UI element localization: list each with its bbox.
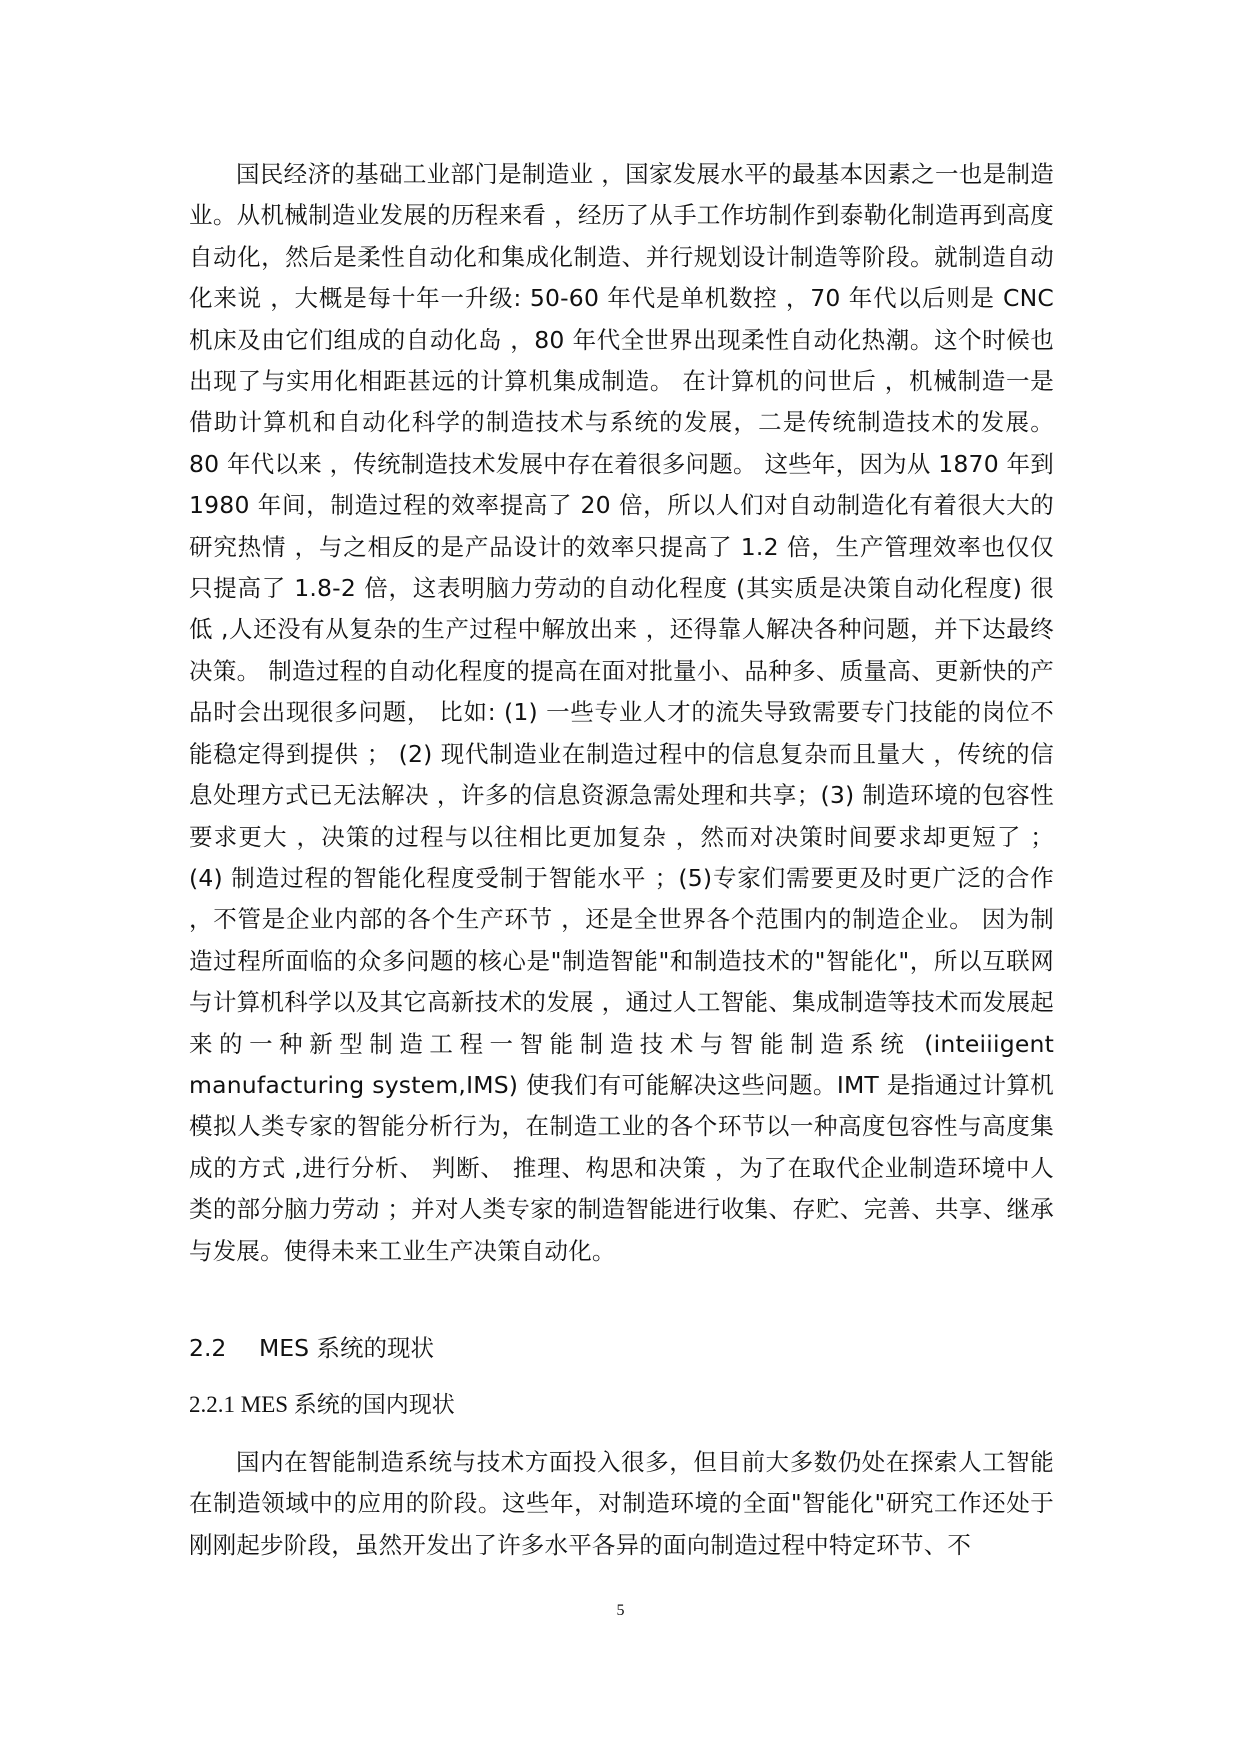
body-paragraph-domestic-status: 国内在智能制造系统与技术方面投入很多，但目前大多数仍处在探索人工智能在制造领域中的应用的阶段。这些年，对制造环境的全面"智能化"研究工作还处于刚刚起步阶段，虽然开发出了许多水平各异的面向制造过程中特定环节、不 xyxy=(189,1448,1054,1559)
section-heading-2-2 xyxy=(189,1333,434,1363)
subsection-heading-2-2-1: 2.2.1 MES 系统的国内现状 xyxy=(189,1392,455,1417)
page-number: 5 xyxy=(616,1602,625,1619)
section-number: 2.2 xyxy=(189,1334,227,1362)
body-paragraph-manufacturing-intro: 国民经济的基础工业部门是制造业 ，国家发展水平的最基本因素之一也是制造业。从机械制造业发展的历程来看 ，经历了从手工作坊制作到泰勒化制造再到高度自动化，然后是柔性自动化和集成化制造、并行规划设计制造等阶段。就制造自动化来说 ，大概是每十年一升级: 50-60 年代是单机数控 ，70 年代以后则是 CNC 机床及由它们组成的自动化岛 ，80 年代全世界出现柔性自动化热潮。这个时候也出现了与实用化相距甚远的计算机集成制造。 在计算机的问世后 ，机械制造一是借助计算机和自动化科学的制造技术与系统的发展，二是传统制造技术的发展。 80 年代以来 ，传统制造技术发展中存在着很多问题。 这些年，因为从 1870 年到 1980 年间，制造过程的效率提高了 20 倍，所以人们对自动制造化有着很大大的研究热情 ，与之相反的是产品设计的效率只提高了 1.2 倍，生产管理效率也仅仅只提高了 1.8-2 倍，这表明脑力劳动的自动化程度 (其实质是决策自动化程度) 很低 ,人还没有从复杂的生产过程中解放出来 ，还得靠人解决各种问题，并下达最终决策。 制造过程的自动化程度的提高在面对批量小、品种多、质量高、更新快的产品时会出现很多问题， 比如: (1) 一些专业人才的流失导致需要专门技能的岗位不能稳定得到提供 ； (2) 现代制造业在制造过程中的信息复杂而且量大 ，传统的信息处理方式已无法解决 ，许多的信息资源急需处理和共享；(3) 制造环境的包容性要求更大 ，决策的过程与以往相比更加复杂 ，然而对决策时间要求却更短了 ； (4) 制造过程的智能化程度受制于智能水平 ；(5)专家们需要更及时更广泛的合作 ，不管是企业内部的各个生产环节 ，还是全世界各个范围内的制造企业。 因为制造过程所面临的众多问题的核心是"制造智能"和制造技术的"智能化"，所以互联网与计算机科学以及其它高新技术的发展 ，通过人工智能、集成制造等技术而发展起来的一种新型制造工程一智能制造技术与智能制造系统 (inteiiigent manufacturing system,IMS) 使我们有可能解决这些问题。IMT 是指通过计算机模拟人类专家的智能分析行为，在制造工业的各个环节以一种高度包容性与高度集成的方式 ,进行分析、 判断、 推理、构思和决策 ，为了在取代企业制造环境中人类的部分脑力劳动 ；并对人类专家的制造智能进行收集、存贮、完善、共享、继承与发展。使得未来工业生产决策自动化。 xyxy=(189,160,1054,1265)
section-title: MES 系统的现状 xyxy=(259,1334,435,1362)
